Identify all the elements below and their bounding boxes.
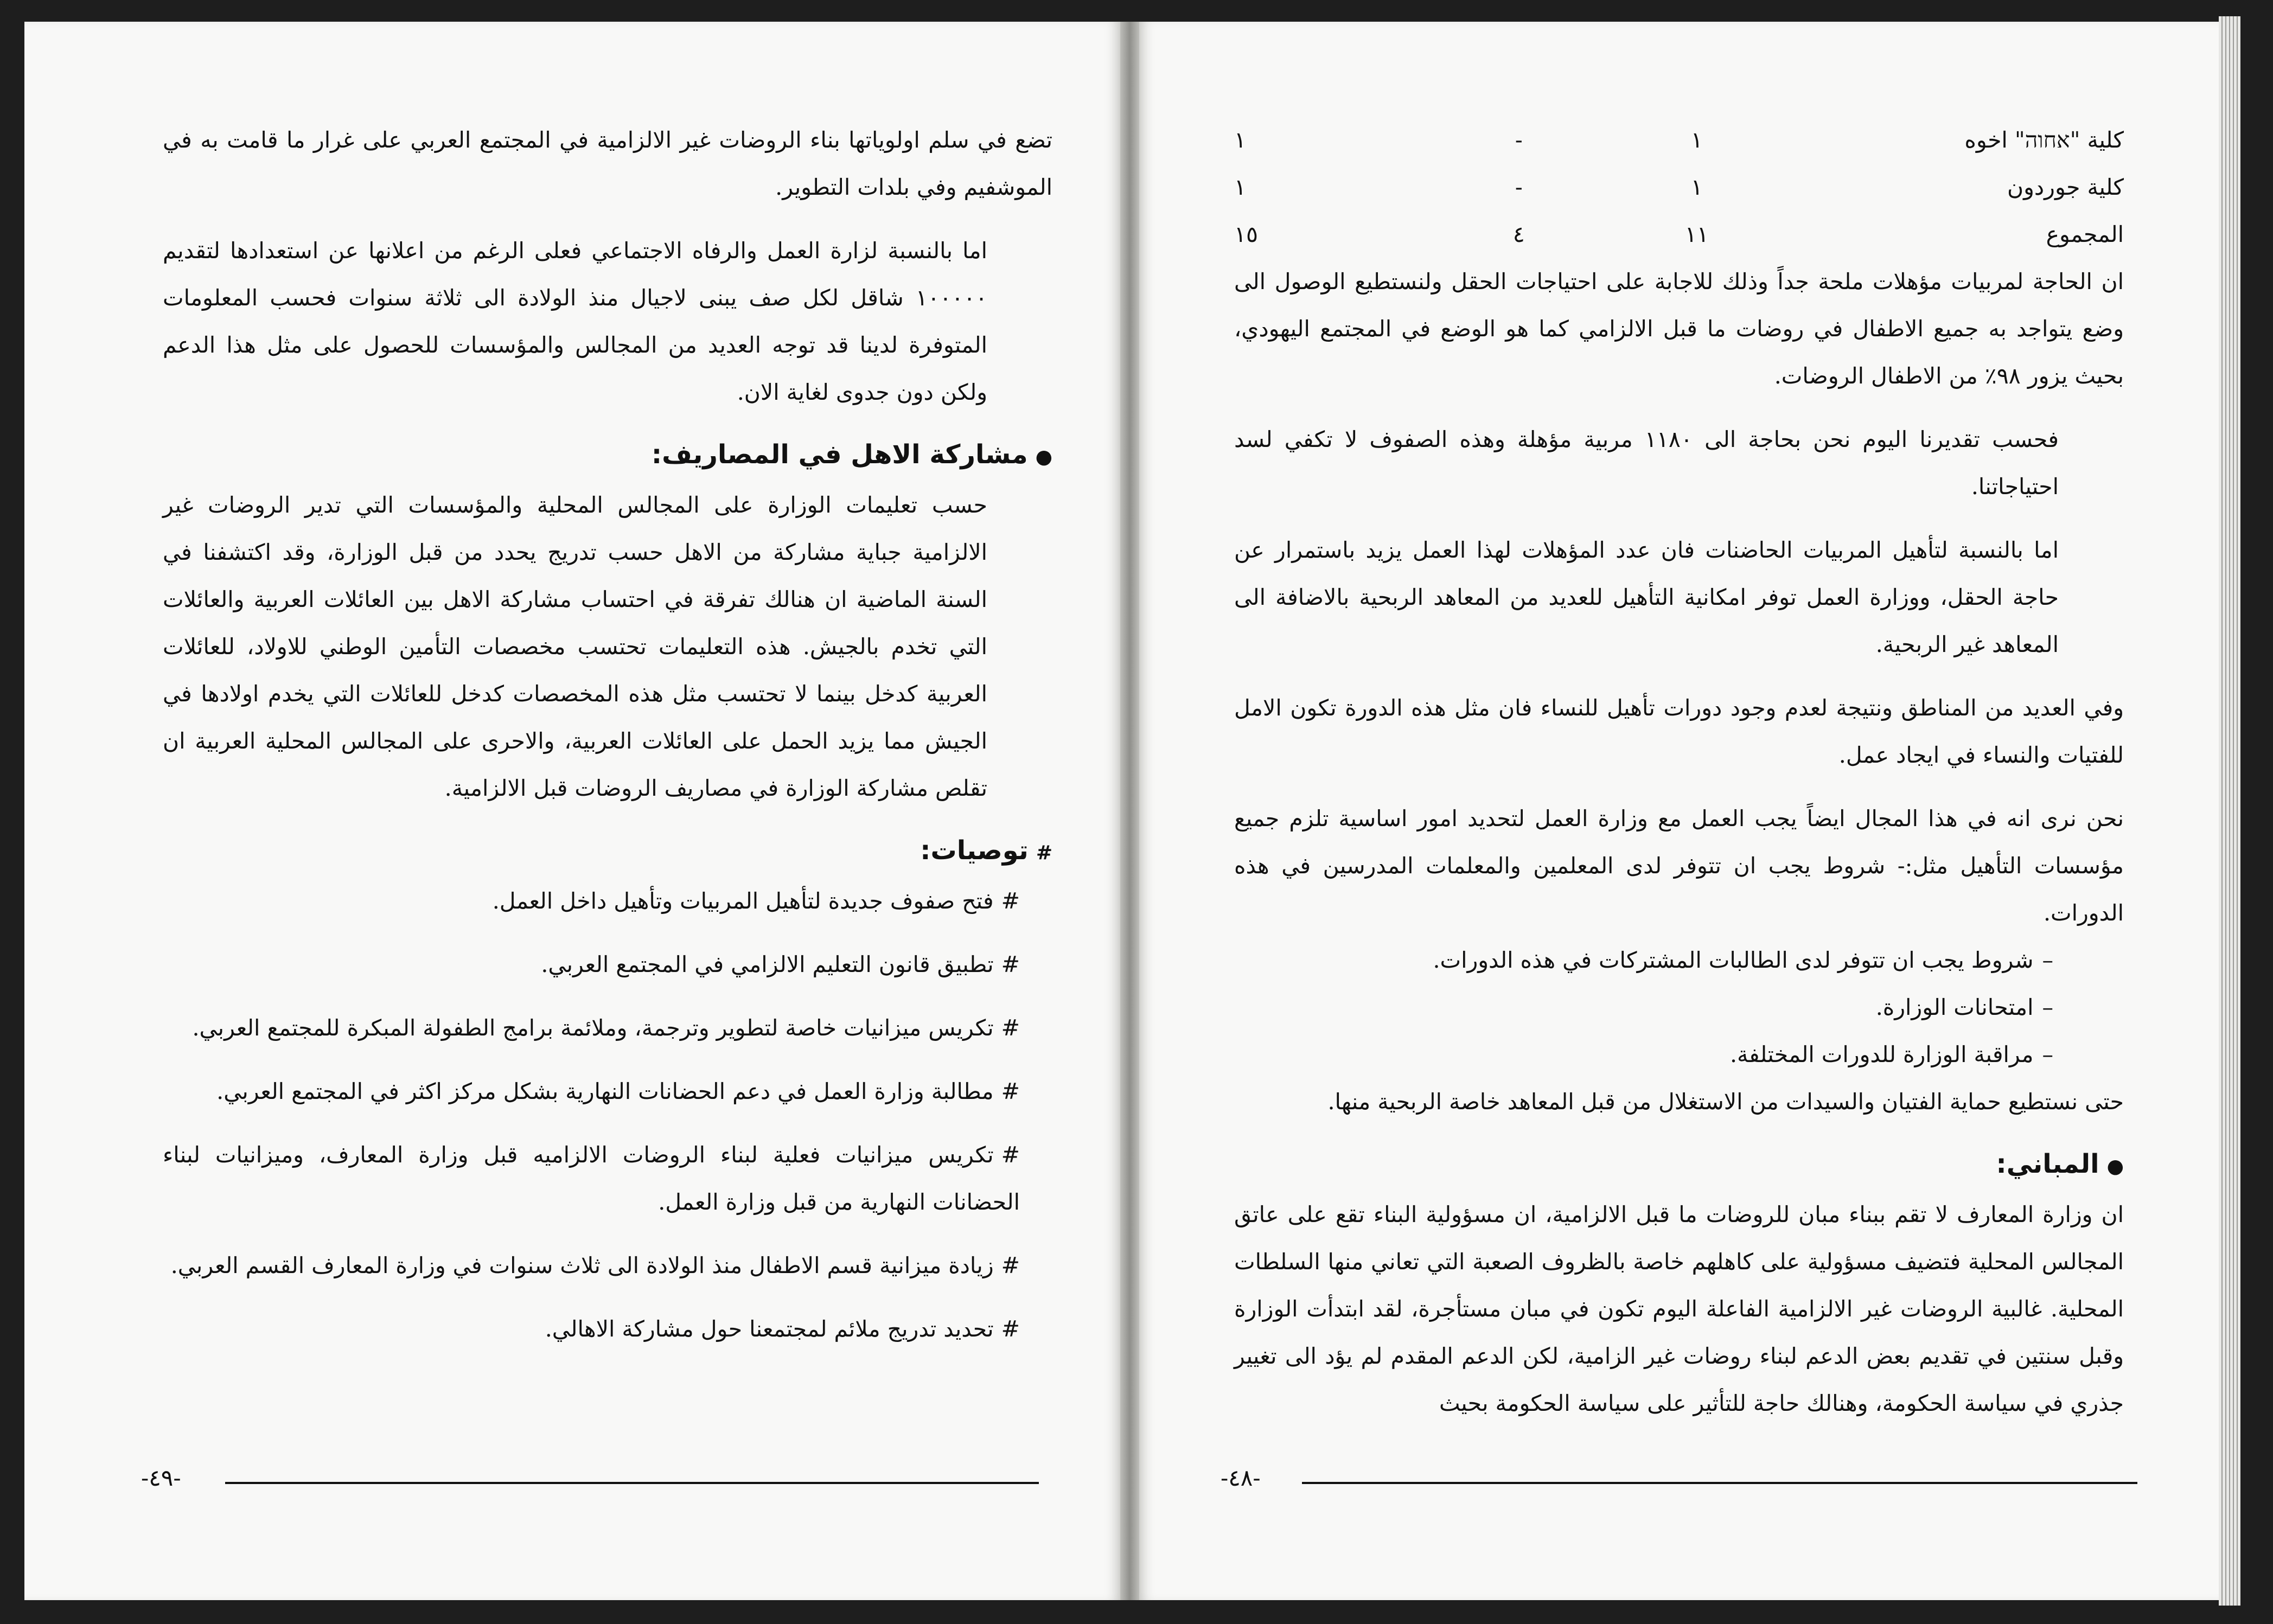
bullet-star-icon: ● [1035,446,1052,468]
body-paragraph: وفي العديد من المناطق ونتيجة لعدم وجود دورات تأهيل للنساء فان مثل هذه الدورة تكون الامل للفتيات والنساء في ايجاد عمل. [1234,695,2124,768]
bullet-star-icon: ● [2106,1155,2124,1178]
condition-item: –مراقبة الوزارة للدورات المختلفة. [1730,1041,2053,1067]
footer-rule [225,1482,1039,1484]
table-row: المجموع ١١ ٤ ١٥ [1234,221,2124,247]
heading-recommendations: #توصيات: [920,835,1052,866]
heading-buildings: ●المباني: [1996,1149,2124,1179]
page-edges [2219,16,2240,1606]
condition-item: –امتحانات الوزارة. [1875,994,2053,1020]
body-paragraph: فحسب تقديرنا اليوم نحن بحاجة الى ١١٨٠ مربية مؤهلة وهذه الصفوف لا تكفي لسد احتياجاتنا. [1234,426,2059,500]
body-paragraph: نحن نرى انه في هذا المجال ايضاً يجب العمل مع وزارة العمل لتحديد امور اساسية تلزم جميع مؤسسات التأهيل مثل:- شروط يجب ان تتوفر لدى المعلمين والمعلمات المدرسين في هذه الدورات. [1234,805,2124,926]
recommendation-item: #مطالبة وزارة العمل في دعم الحضانات النهارية بشكل مركز اكثر في المجتمع العربي. [216,1078,1020,1104]
recommendation-item: #زيادة ميزانية قسم الاطفال منذ الولادة الى ثلاث سنوات في وزارة المعارف القسم العربي. [170,1252,1020,1278]
page-number: -٤٨- [1221,1465,1261,1491]
recommendation-item: #تحديد تدريج ملائم لمجتمعنا حول مشاركة الاهالي. [545,1316,1020,1342]
closing-paragraph: حتى نستطيع حماية الفتيان والسيدات من الاستغلال من قبل المعاهد خاصة الربحية منها. [1327,1089,2124,1115]
left-page-text [163,117,1052,1353]
right-page-text [1234,117,2124,1427]
left-page-footer [24,1465,1120,1497]
book-gutter [1120,22,1139,1600]
right-page-footer [1139,1465,2219,1497]
intro-paragraph-1: تضع في سلم اولوياتها بناء الروضات غير الالزامية في المجتمع العربي على غرار ما قامت به في الموشفيم وفي بلدات التطوير. [163,127,1052,200]
condition-item: –شروط يجب ان تتوفر لدى الطالبات المشتركات في هذه الدورات. [1433,947,2053,973]
body-paragraph: ان الحاجة لمربيات مؤهلات ملحة جداً وذلك للاجابة على احتياجات الحقل ولنستطيع الوصول الى وضع يتواجد به جميع الاطفال في روضات ما قبل الالزامي كما هو الوضع في المجتمع اليهودي، بحيث يزور ٩٨٪ من الاطفال الروضات. [1234,268,2124,389]
colleges-table [1234,117,2124,258]
recommendation-item: #تكريس ميزانيات خاصة لتطوير وترجمة، وملائمة برامج الطفولة المبكرة للمجتمع العربي. [192,1015,1020,1041]
hash-icon: # [1036,842,1052,864]
page-number: -٤٩- [141,1465,181,1491]
footer-rule [1302,1482,2137,1484]
recommendation-item: #تطبيق قانون التعليم الالزامي في المجتمع العربي. [541,951,1020,977]
table-row: كلية جوردون ١ - ١ [1234,174,2124,200]
body-paragraph: اما بالنسبة لتأهيل المربيات الحاضنات فان عدد المؤهلات لهذا العمل يزيد باستمرار عن حاجة الحقل، ووزارة العمل توفر امكانية التأهيل للعديد من المعاهد الربحية بالاضافة الى المعاهد غير الربحية. [1234,537,2059,657]
intro-paragraph-2: اما بالنسبة لزارة العمل والرفاه الاجتماعي فعلى الرغم من اعلانها عن استعدادها لتقديم ١٠٠٠٠٠ شاقل لكل صف يبنى لاجيال منذ الولادة الى ثلاثة سنوات فحسب المعلومات المتوفرة لدينا قد توجه العديد من المجالس والمؤسسات للحصول على مثل هذا الدعم ولكن دون جدوى لغاية الان. [163,238,987,405]
heading-parents: ●مشاركة الاهل في المصاريف: [651,439,1052,470]
recommendation-item: #فتح صفوف جديدة لتأهيل المربيات وتأهيل داخل العمل. [492,888,1020,914]
buildings-paragraph: ان وزارة المعارف لا تقم ببناء مبان للروضات ما قبل الالزامية، ان مسؤولية البناء تقع على عاتق المجالس المحلية فتضيف مسؤولية على كاهلهم خاصة بالظروف الصعبة التي تعاني منها السلطات المحلية. غالبية الروضات غير الالزامية الفاعلة اليوم تكون في مبان مستأجرة، لقد ابتدأت الوزارة وقبل سنتين في تقديم بعض الدعم لبناء روضات غير الزامية، لكن الدعم المقدم لم يؤد الى تغيير جذري في سياسة الحكومة، وهنالك حاجة للتأثير على سياسة الحكومة بحيث [1234,1201,2124,1416]
right-page [1139,22,2219,1600]
table-row: كلية "אחוה" اخوه ١ - ١ [1234,127,2124,153]
left-page [24,22,1120,1600]
recommendation-item: #تكريس ميزانيات فعلية لبناء الروضات الالزاميه قبل وزارة المعارف، وميزانيات لبناء الحضانات النهارية من قبل وزارة العمل. [163,1142,1020,1215]
parents-paragraph: حسب تعليمات الوزارة على المجالس المحلية والمؤسسات التي تدير الروضات غير الالزامية جباية مشاركة من الاهل حسب تدريج يحدد من قبل الوزارة، وقد اكتشفنا في السنة الماضية ان هنالك تفرقة في احتساب مشاركة الاهل بين العائلات العربية والعائلات التي تخدم بالجيش. هذه التعليمات تحتسب مخصصات التأمين الوطني للاولاد، للعائلات العربية كدخل بينما لا تحتسب مثل هذه المخصصات كدخل للعائلات التي يخدم اولادها في الجيش مما يزيد الحمل على العائلات العربية، والاحرى على المجالس المحلية العربية ان تقلص مشاركة الوزارة في مصاريف الروضات قبل الالزامية. [163,492,987,801]
